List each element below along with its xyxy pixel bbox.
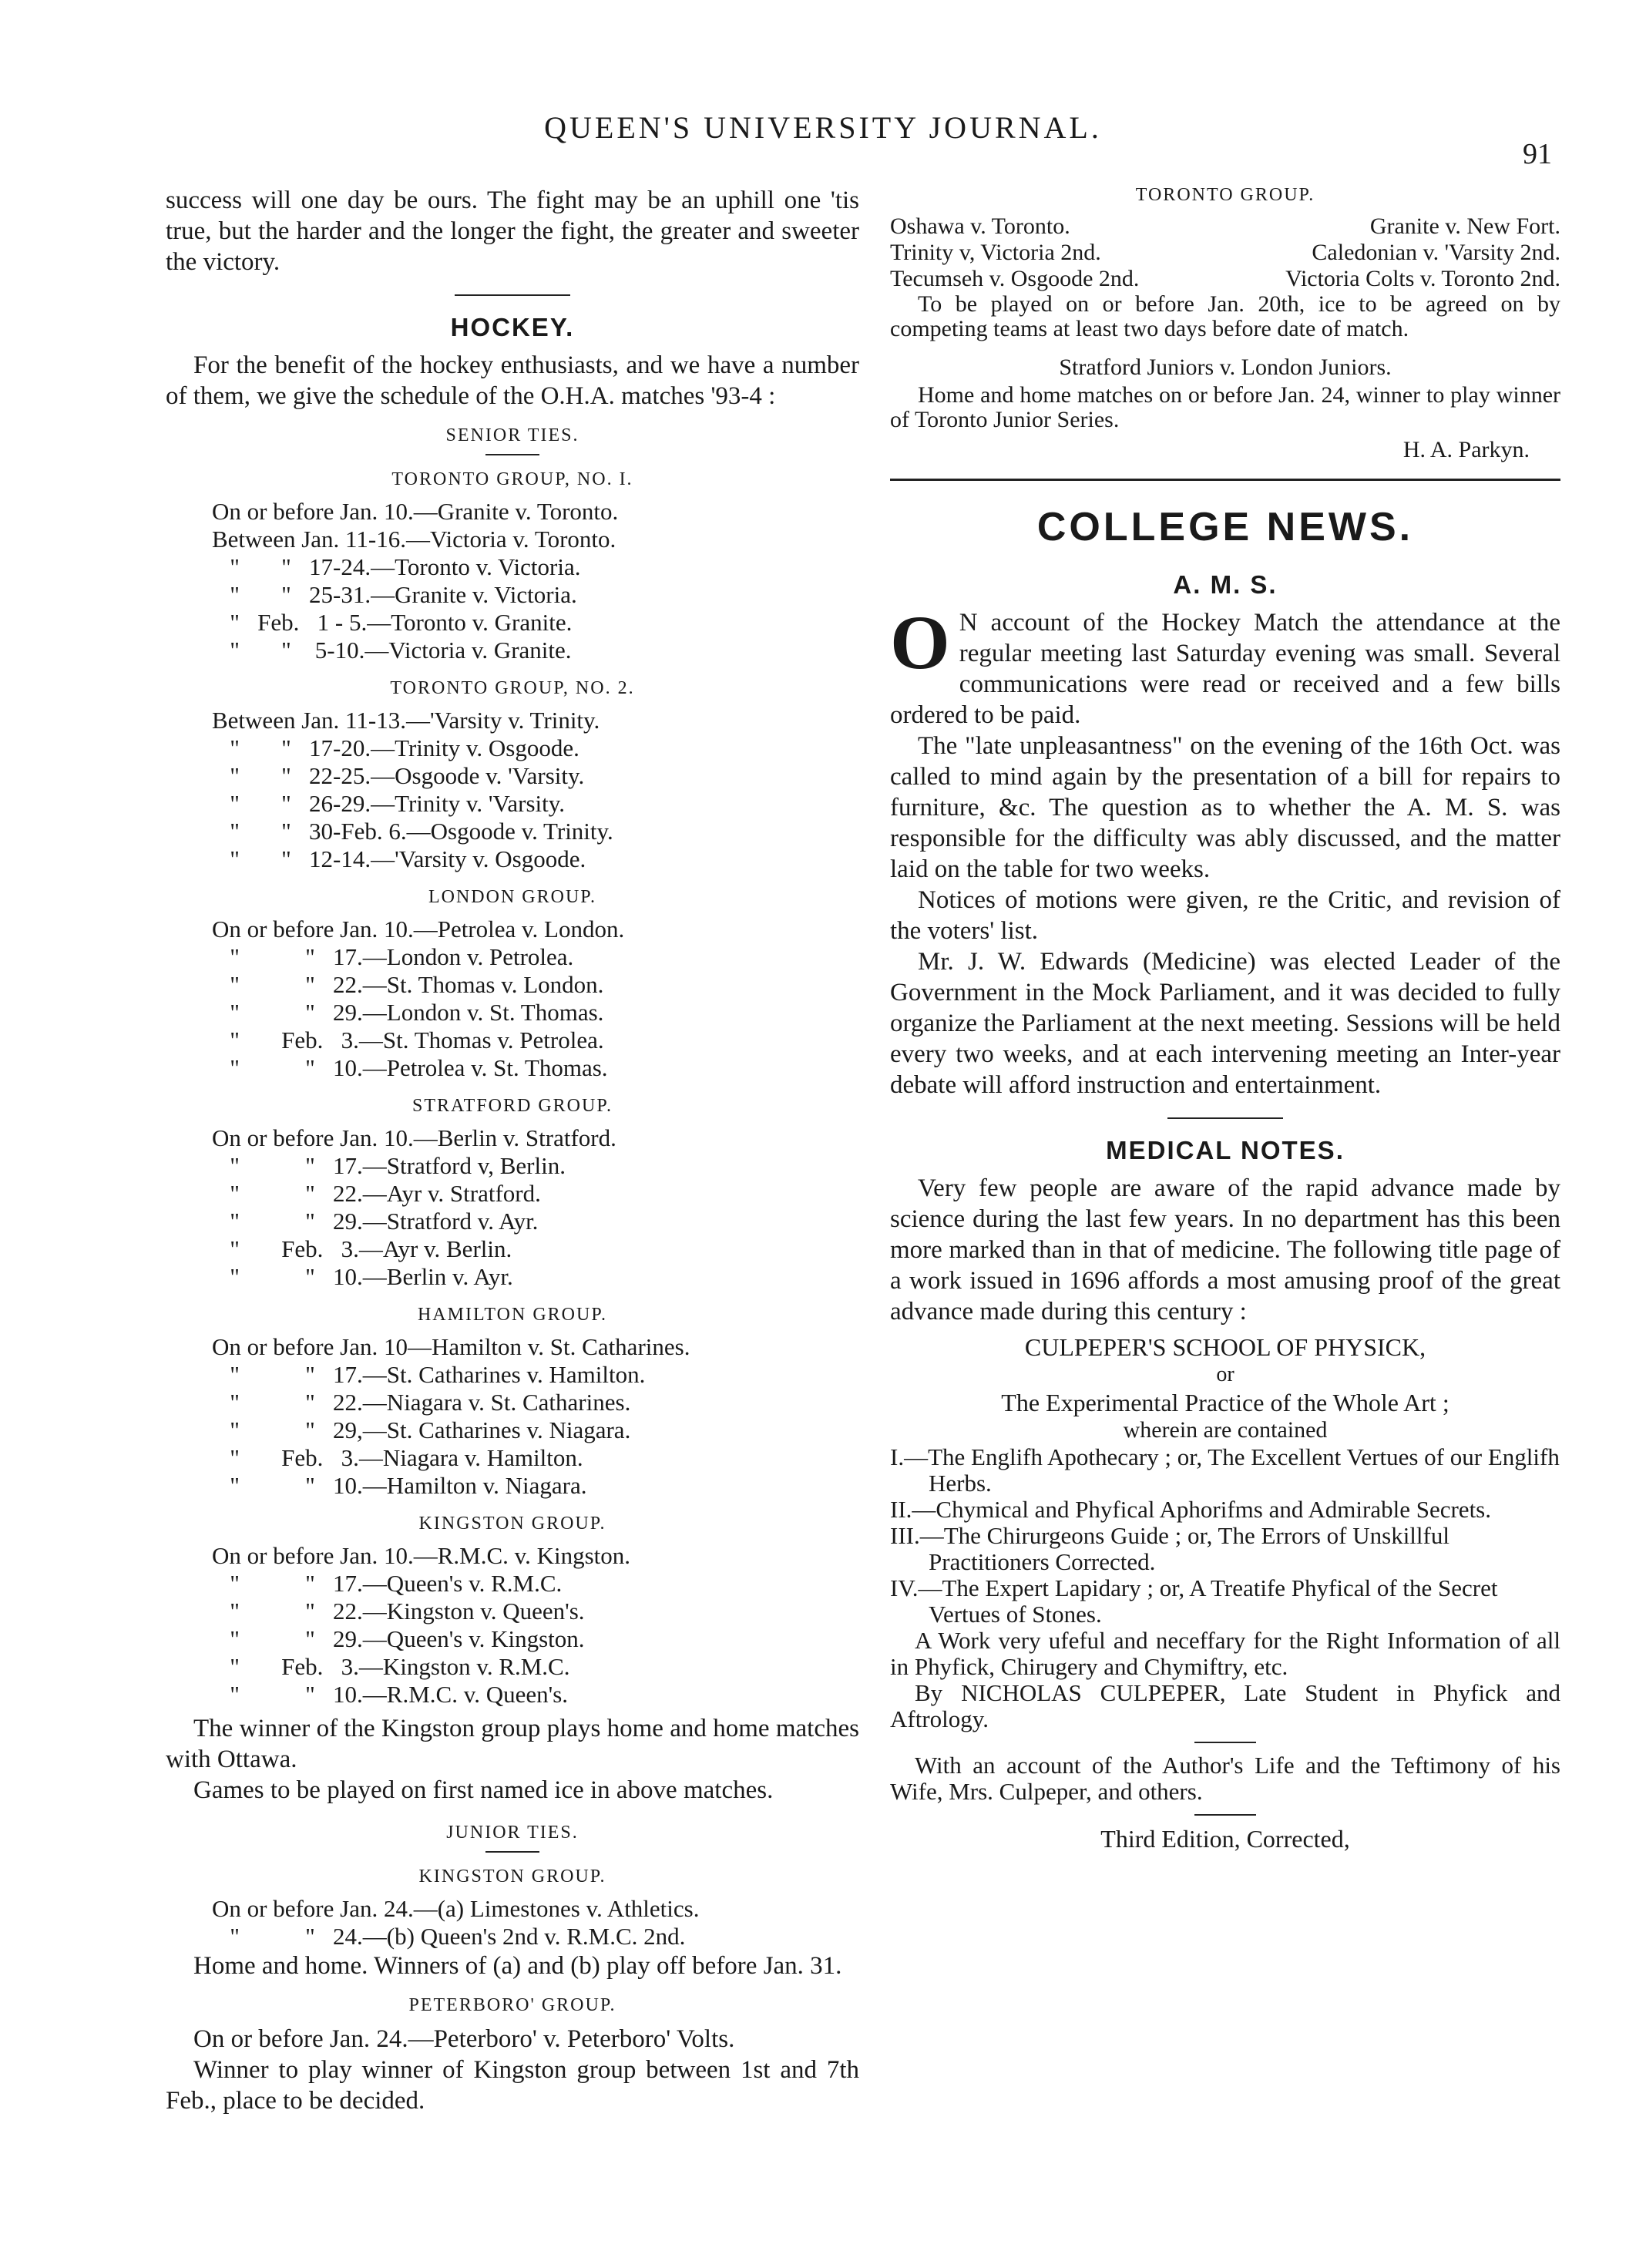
peterboro-heading: PETERBORO' GROUP. — [408, 1995, 616, 2015]
group-schedule — [166, 1542, 859, 1709]
schedule-line: " " 10.—Hamilton v. Niagara. — [212, 1472, 587, 1499]
schedule-line: " " 22.—Niagara v. St. Catharines. — [212, 1389, 631, 1416]
page-number: 91 — [1523, 138, 1552, 170]
ams-paragraph-1-text: N account of the Hockey Match the attendance at the regular meeting last Saturday evening was small. Several communications were read or received and a few bills ordered to be paid. — [890, 609, 1560, 729]
match-left: Trinity v, Victoria 2nd. — [890, 240, 1101, 265]
schedule-line: " " 10.—Petrolea v. St. Thomas. — [212, 1054, 608, 1081]
schedule-line: On or before Jan. 10.—Granite v. Toronto. — [212, 498, 619, 525]
right-column — [890, 185, 1560, 1853]
book-account: With an account of the Author's Life and the Teftimony of his Wife, Mrs. Culpeper, and others. — [890, 1752, 1560, 1805]
peterboro-note: Winner to play winner of Kingston group between 1st and 7th Feb., place to be decided. — [166, 2056, 859, 2115]
schedule-line: " " 29,—St. Catharines v. Niagara. — [212, 1416, 631, 1443]
kingston-junior-heading: KINGSTON GROUP. — [418, 1866, 606, 1887]
column-rule — [890, 479, 1560, 481]
schedule-line: " Feb. 3.—Niagara v. Hamilton. — [212, 1444, 583, 1471]
medical-heading: MEDICAL NOTES. — [1106, 1136, 1345, 1164]
schedule-line: " " 29.—Stratford v. Ayr. — [212, 1208, 539, 1235]
group-heading: TORONTO GROUP, NO. 2. — [390, 678, 635, 698]
schedule-line: " " 10.—Berlin v. Ayr. — [212, 1263, 513, 1290]
schedule-line: " " 12-14.—'Varsity v. Osgoode. — [212, 845, 586, 872]
schedule-line: " " 26-29.—Trinity v. 'Varsity. — [212, 790, 566, 817]
schedule-line: On or before Jan. 10.—Berlin v. Stratford. — [212, 1124, 616, 1151]
section-divider — [455, 294, 570, 296]
ams-paragraph-2: The "late unpleasantness" on the evening of the 16th Oct. was called to mind again by the presentation of a bill for repairs to furniture, &c. The question as to whether the A. M. S. was responsible for the difficulty was ably discussed, and the matter laid on the table for two weeks. — [890, 732, 1560, 883]
stratford-note: Home and home matches on or before Jan. 24, winner to play winner of Toronto Junior Series. — [890, 382, 1560, 432]
group-schedule — [166, 1124, 859, 1291]
schedule-line: " " 17.—London v. Petrolea. — [212, 943, 574, 970]
section-divider — [485, 1851, 539, 1853]
section-divider — [1167, 1117, 1283, 1119]
schedule-line: " Feb. 3.—Kingston v. R.M.C. — [212, 1653, 570, 1680]
schedule-line: " " 5-10.—Victoria v. Granite. — [212, 637, 572, 664]
intro-paragraph: success will one day be ours. The fight may be an uphill one 'tis true, but the harder and the longer the fight, the greater and sweeter the victory. — [166, 186, 859, 276]
group-heading: TORONTO GROUP, NO. I. — [391, 469, 633, 489]
schedule-line: " " 22.—Kingston v. Queen's. — [212, 1598, 585, 1625]
book-contained: wherein are contained — [1123, 1417, 1328, 1443]
schedule-line: " " 30-Feb. 6.—Osgoode v. Trinity. — [212, 818, 613, 845]
schedule-line: Between Jan. 11-13.—'Varsity v. Trinity. — [212, 707, 600, 734]
signature: H. A. Parkyn. — [1402, 437, 1530, 462]
book-author: By NICHOLAS CULPEPER, Late Student in Phyfick and Aftrology. — [890, 1679, 1560, 1732]
schedule-groups — [166, 469, 859, 1709]
group-schedule — [166, 707, 859, 873]
toronto-pair-row — [890, 240, 1560, 266]
book-item: II.—Chymical and Phyfical Aphorifms and Admirable Secrets. — [890, 1496, 1491, 1523]
schedule-line: " " 22.—Ayr v. Stratford. — [212, 1180, 541, 1207]
section-divider — [1194, 1814, 1256, 1816]
peterboro-line: On or before Jan. 24.—Peterboro' v. Peterboro' Volts. — [193, 2025, 735, 2053]
book-or: or — [1216, 1362, 1234, 1386]
section-divider — [485, 454, 539, 455]
group-schedule — [166, 1333, 859, 1500]
schedule-line: " Feb. 1 - 5.—Toronto v. Granite. — [212, 609, 573, 636]
ams-heading: A. M. S. — [1173, 570, 1278, 599]
toronto-junior-heading: TORONTO GROUP. — [1135, 185, 1315, 205]
book-subtitle: The Experimental Practice of the Whole Art ; — [1001, 1389, 1449, 1416]
schedule-line: " " 22-25.—Osgoode v. 'Varsity. — [212, 762, 585, 789]
ams-paragraph-1 — [890, 600, 1560, 731]
section-divider — [1194, 1742, 1256, 1743]
hockey-intro: For the benefit of the hockey enthusiasts, and we have a number of them, we give the schedule of the O.H.A. matches '93-4 : — [166, 351, 859, 410]
group-heading: HAMILTON GROUP. — [417, 1305, 608, 1325]
book-title: CULPEPER'S SCHOOL OF PHYSICK, — [1024, 1333, 1426, 1361]
group-heading: KINGSTON GROUP. — [418, 1514, 606, 1534]
schedule-line: " " 17-24.—Toronto v. Victoria. — [212, 553, 581, 580]
schedule-line: " Feb. 3.—Ayr v. Berlin. — [212, 1235, 512, 1262]
ams-paragraph-3: Notices of motions were given, re the Critic, and revision of the voters' list. — [890, 886, 1560, 945]
match-left: Tecumseh v. Osgoode 2nd. — [890, 266, 1140, 291]
group-schedule — [166, 916, 859, 1082]
match-right: Victoria Colts v. Toronto 2nd. — [1285, 266, 1560, 291]
book-item: IV.—The Expert Lapidary ; or, A Treatife Phyfical of the Secret Vertues of Stones. — [890, 1574, 1498, 1628]
kingston-junior-schedule — [166, 1895, 859, 1950]
schedule-line: " " 29.—Queen's v. Kingston. — [212, 1625, 585, 1652]
schedule-line: " " 22.—St. Thomas v. London. — [212, 971, 604, 998]
stratford-juniors: Stratford Juniors v. London Juniors. — [1059, 354, 1392, 380]
junior-ties-heading: JUNIOR TIES. — [446, 1823, 579, 1843]
match-left: Oshawa v. Toronto. — [890, 213, 1070, 239]
schedule-line: " " 29.—London v. St. Thomas. — [212, 999, 604, 1026]
schedule-line: On or before Jan. 24.—(a) Limestones v. Athletics. — [212, 1895, 700, 1922]
book-item: III.—The Chirurgeons Guide ; or, The Errors of Unskillful Practitioners Corrected. — [890, 1522, 1449, 1575]
toronto-pair-row — [890, 213, 1560, 240]
schedule-line: " Feb. 3.—St. Thomas v. Petrolea. — [212, 1026, 604, 1053]
schedule-line: " " 10.—R.M.C. v. Queen's. — [212, 1681, 569, 1708]
schedule-line: " " 17-20.—Trinity v. Osgoode. — [212, 734, 579, 761]
toronto-note: To be played on or before Jan. 20th, ice to be agreed on by competing teams at least two days before date of match. — [890, 291, 1560, 341]
schedule-line: On or before Jan. 10.—R.M.C. v. Kingston. — [212, 1542, 631, 1569]
group-heading: LONDON GROUP. — [428, 887, 596, 907]
college-news-heading: COLLEGE NEWS. — [1036, 505, 1414, 549]
running-head: QUEEN'S UNIVERSITY JOURNAL. — [544, 110, 1102, 145]
schedule-line: " " 24.—(b) Queen's 2nd v. R.M.C. 2nd. — [212, 1923, 686, 1950]
kingston-junior-note: Home and home. Winners of (a) and (b) play off before Jan. 31. — [193, 1952, 842, 1980]
ams-paragraph-4: Mr. J. W. Edwards (Medicine) was elected Leader of the Government in the Mock Parliament, and it was decided to fully organize the Parliament at the next meeting. Sessions will be held every two weeks, and at each intervening meeting an Inter-year debate will afford instruction and entertainment. — [890, 948, 1560, 1099]
match-right: Granite v. New Fort. — [1369, 213, 1560, 239]
group-heading: STRATFORD GROUP. — [412, 1096, 613, 1116]
games-note: Games to be played on first named ice in above matches. — [193, 1776, 774, 1804]
drop-cap: O — [890, 600, 950, 685]
match-right: Caledonian v. 'Varsity 2nd. — [1312, 240, 1560, 265]
schedule-line: " " 17.—Stratford v, Berlin. — [212, 1152, 566, 1179]
book-edition: Third Edition, Corrected, — [1100, 1825, 1350, 1853]
left-column — [166, 185, 859, 2116]
schedule-line: " " 17.—Queen's v. R.M.C. — [212, 1570, 563, 1597]
book-item: I.—The Englifh Apothecary ; or, The Excellent Vertues of our Englifh Herbs. — [890, 1443, 1560, 1497]
schedule-line: " " 25-31.—Granite v. Victoria. — [212, 581, 577, 608]
schedule-line: " " 17.—St. Catharines v. Hamilton. — [212, 1361, 646, 1388]
group-schedule — [166, 498, 859, 664]
schedule-line: On or before Jan. 10—Hamilton v. St. Catharines. — [212, 1333, 690, 1360]
toronto-pair-row — [890, 266, 1560, 292]
book-work: A Work very ufeful and neceffary for the Right Information of all in Phyfick, Chirugery and Chymiftry, etc. — [890, 1627, 1560, 1680]
senior-ties-heading: SENIOR TIES. — [445, 425, 579, 445]
kingston-note: The winner of the Kingston group plays home and home matches with Ottawa. — [166, 1715, 859, 1773]
schedule-line: On or before Jan. 10.—Petrolea v. London. — [212, 916, 625, 942]
schedule-line: Between Jan. 11-16.—Victoria v. Toronto. — [212, 526, 616, 553]
medical-paragraph: Very few people are aware of the rapid advance made by science during the last few years. In no department has this been more marked than in that of medicine. The following title page of a work issued in 1696 affords a most amusing proof of the great advance made during this century : — [890, 1174, 1560, 1326]
hockey-heading: HOCKEY. — [450, 313, 575, 341]
